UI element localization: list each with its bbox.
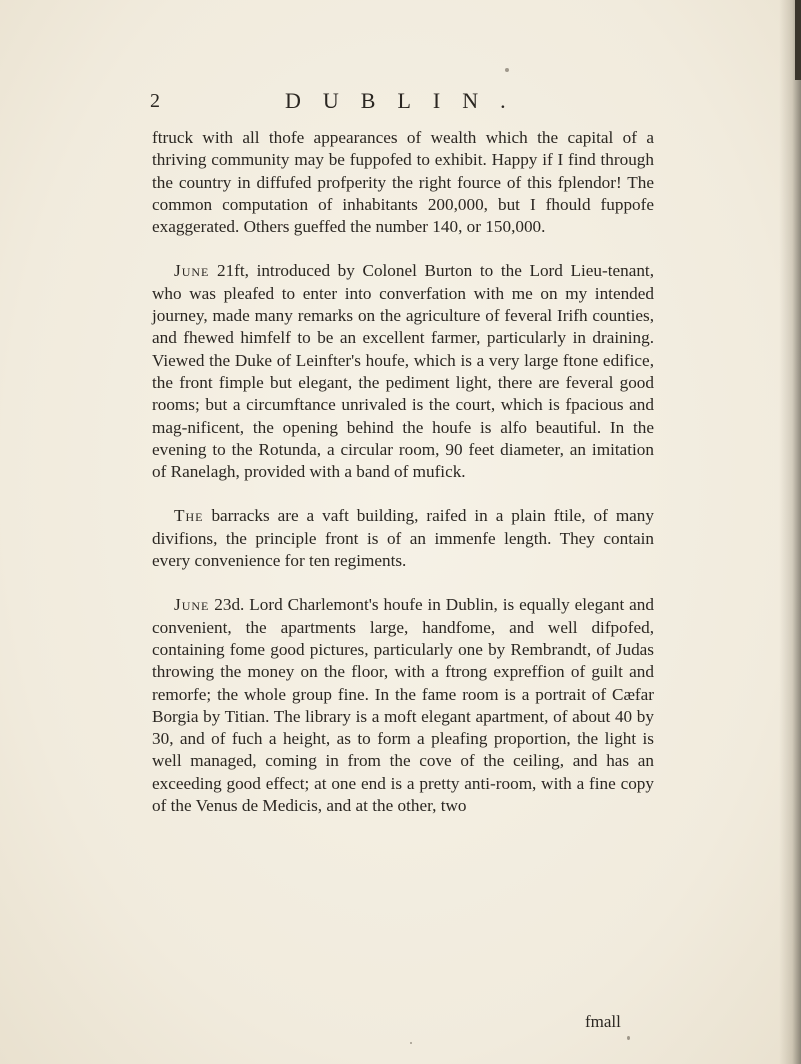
paragraph-2	[152, 260, 654, 483]
paragraph-3-lead: The	[174, 506, 204, 526]
ink-speck	[505, 68, 509, 72]
paragraph-1: ftruck with all thofe appearances of wealth which the capital of a thriving community may be fuppofed to exhibit. Happy if I find through the country in diffufed profperity the right fource of this fplendor! The common computation of inhabitants 200,000, but I fhould fuppofe exaggerated. Others gueffed the number 140, or 150,000.	[152, 128, 654, 237]
page-edge-binding	[795, 0, 801, 80]
catchword: fmall	[585, 1012, 621, 1031]
running-title: DUBLIN.	[285, 88, 528, 113]
paragraph-3-body: barracks are a vaft building, raifed in a plain ftile, of many divifions, the principle front is of an immenfe length. They contain every convenience for ten regiments.	[152, 506, 654, 571]
body-text	[152, 127, 654, 817]
paragraph-2-body: 21ft, introduced by Colonel Burton to the Lord Lieu-tenant, who was pleafed to enter into converfation with me on my intended journey, made many remarks on the agriculture of feveral Irifh counties, and fhewed himfelf to be an excellent farmer, particularly in draining. Viewed the Duke of Leinfter's houfe, which is a very large ftone edifice, the front fimple but elegant, the pediment light, there are feveral good rooms; but a circumftance unrivaled is the court, which is fpacious and mag-nificent, the opening behind the houfe is alfo beautiful. In the evening to the Rotunda, a circular room, 90 feet diameter, an imitation of Ranelagh, provided with a band of mufick.	[152, 261, 654, 482]
paragraph-4-body: 23d. Lord Charlemont's houfe in Dublin, is equally elegant and convenient, the apartments large, handfome, and well difpofed, containing fome good pictures, particularly one by Rembrandt, of Judas throwing the money on the floor, with a ftrong expreffion of guilt and remorfe; the whole group fine. In the fame room is a portrait of Cæfar Borgia by Titian. The library is a moft elegant apartment, of about 40 by 30, and of fuch a height, as to form a pleafing proportion, the light is well managed, coming in from the cove of the ceiling, and has an exceeding good effect; at one end is a pretty anti-room, with a fine copy of the Venus de Medicis, and at the other, two	[152, 595, 654, 816]
paragraph-3	[152, 505, 654, 572]
paragraph-4-lead: June	[174, 595, 210, 615]
ink-speck	[410, 1042, 412, 1044]
paragraph-4	[152, 594, 654, 817]
page-edge-shadow	[779, 0, 801, 1064]
page-header	[150, 88, 750, 118]
ink-speck	[627, 1036, 630, 1040]
page-number: 2	[150, 90, 160, 112]
paragraph-2-lead: June	[174, 261, 210, 281]
